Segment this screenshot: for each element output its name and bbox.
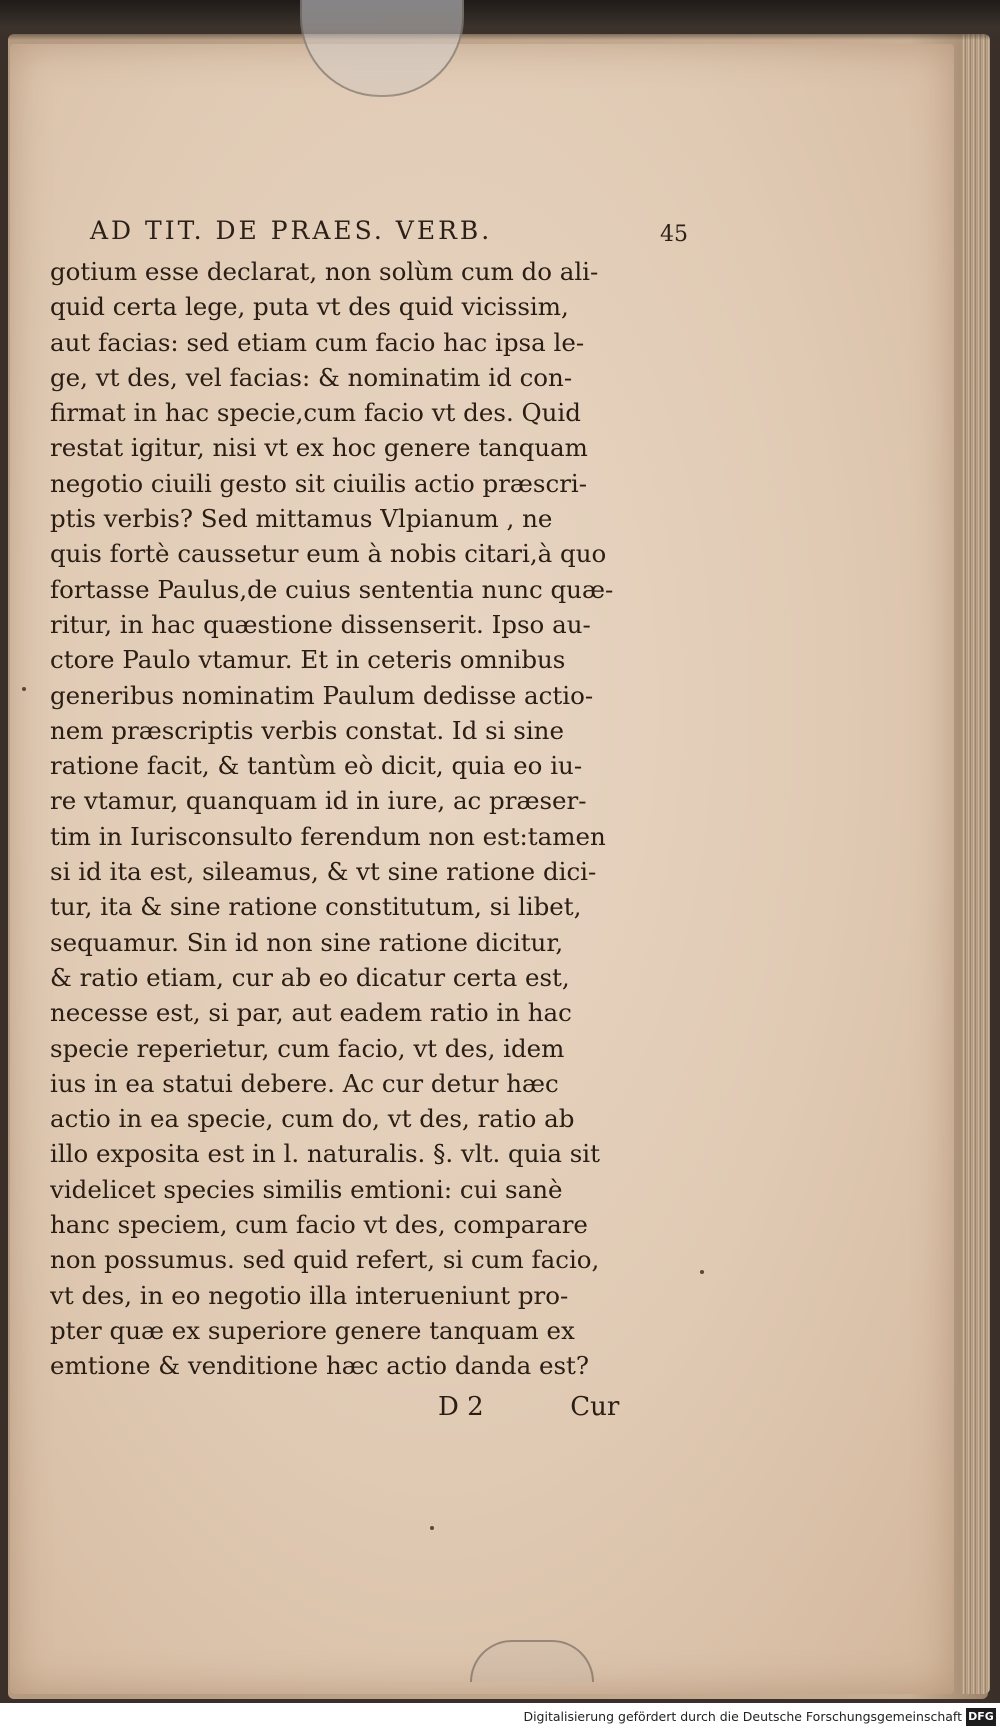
text-line: emtione & venditione hæc actio danda est? [50,1351,590,1381]
text-line: ptis verbis? Sed mittamus Vlpianum , ne [50,504,553,534]
text-line: ritur, in hac quæstione dissenserit. Ipso au- [50,609,591,639]
page-edges [962,34,990,1694]
text-line: negotio ciuili gesto sit ciuilis actio præscri- [50,468,588,498]
text-line: vt des, in eo negotio illa interueniunt pro- [50,1280,569,1310]
text-line: pter quæ ex superiore genere tanquam ex [50,1315,575,1345]
text-line: gotium esse declarat, non solùm cum do ali- [50,257,599,286]
text-line: hanc speciem, cum facio vt des, comparare [50,1210,588,1240]
text-line: sequamur. Sin id non sine ratione dicitur, [50,927,564,957]
page-number: 45 [660,222,688,247]
margin-mark [22,687,26,691]
catchword: Cur [570,1392,620,1422]
text-line: quis fortè caussetur eum à nobis citari,à quo [50,539,607,569]
text-line: re vtamur, quanquam id in iure, ac præser- [50,786,587,816]
text-line: fortasse Paulus,de cuius sententia nunc quæ- [50,574,614,604]
top-shadow [0,0,1000,40]
text-line: firmat in hac specie,cum facio vt des. Quid [50,398,581,428]
text-line: aut facias: sed etiam cum facio hac ipsa le- [50,327,585,357]
text-line: necesse est, si par, aut eadem ratio in hac [50,998,572,1028]
text-line: tim in Iurisconsulto ferendum non est:tamen [50,821,606,851]
text-line: ge, vt des, vel facias: & nominatim id con- [50,362,573,392]
text-line: non possumus. sed quid refert, si cum facio, [50,1245,600,1275]
text-line: tur, ita & sine ratione constitutum, si libet, [50,892,582,922]
text-line: & ratio etiam, cur ab eo dicatur certa est, [50,962,570,992]
text-line: actio in ea specie, cum do, vt des, ratio ab [50,1104,575,1134]
margin-mark [700,1270,704,1274]
text-line: si id ita est, sileamus, & vt sine ratione dici- [50,857,597,887]
dfg-logo: DFG [966,1708,996,1726]
body-text [50,254,690,1384]
signature-line [438,1392,698,1422]
text-line: nem præscriptis verbis constat. Id si sine [50,715,564,745]
text-line: quid certa lege, puta vt des quid vicissim, [50,292,569,322]
book-clasp-bottom [470,1640,594,1682]
text-line: ratione facit, & tantùm eò dicit, quia eo iu- [50,751,583,781]
signature-mark: D 2 [438,1392,484,1422]
text-line: restat igitur, nisi vt ex hoc genere tanquam [50,433,588,463]
text-line: ius in ea statui debere. Ac cur detur hæc [50,1068,559,1098]
margin-mark [430,1526,434,1530]
footer-credit: Digitalisierung gefördert durch die Deutsche Forschungsgemeinschaft [523,1709,962,1724]
text-line: generibus nominatim Paulum dedisse actio- [50,680,594,710]
footer-bar [0,1703,1000,1729]
text-line: illo exposita est in l. naturalis. §. vlt. quia sit [50,1139,600,1169]
running-head: AD TIT. DE PRAES. VERB. [90,216,493,245]
text-line: specie reperietur, cum facio, vt des, idem [50,1033,565,1063]
text-line: videlicet species similis emtioni: cui sanè [50,1174,563,1204]
text-line: ctore Paulo vtamur. Et in ceteris omnibus [50,645,566,675]
